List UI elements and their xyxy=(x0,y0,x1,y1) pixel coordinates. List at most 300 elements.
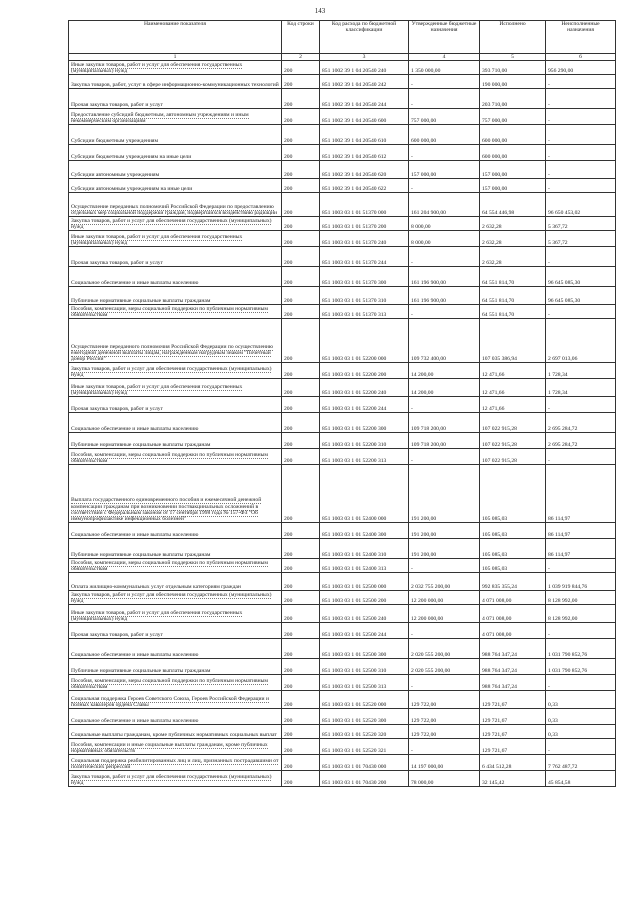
table-row xyxy=(69,267,616,287)
row-name-cell xyxy=(69,193,282,217)
row-name-cell xyxy=(69,739,282,755)
row-approved-cell: 191 200,00 xyxy=(409,539,480,559)
table-row xyxy=(69,739,616,755)
table-row xyxy=(69,379,616,397)
row-line-code-cell: 200 xyxy=(282,709,320,725)
table-row xyxy=(69,161,616,179)
row-executed-cell: 107 022 915,28 xyxy=(480,433,546,449)
row-executed-cell: 4 071 008,00 xyxy=(480,623,546,639)
row-executed-cell: 107 022 915,28 xyxy=(480,449,546,465)
row-name-cell xyxy=(69,231,282,247)
table-row xyxy=(69,305,616,319)
row-line-code-cell: 200 xyxy=(282,161,320,179)
row-unexecuted-cell: - xyxy=(546,305,616,319)
row-line-code-cell: 200 xyxy=(282,89,320,109)
row-budget-code-cell: 851 1002 39 1 04 20540 622 xyxy=(320,179,409,193)
column-header-executed: Исполнено xyxy=(480,21,546,54)
row-executed-cell: 64 551 814,70 xyxy=(480,305,546,319)
row-unexecuted-cell: - xyxy=(546,75,616,89)
row-budget-code-cell: 851 1003 03 1 01 51370 000 xyxy=(320,193,409,217)
row-line-code-cell: 200 xyxy=(282,465,320,523)
row-line-code-cell: 200 xyxy=(282,771,320,787)
row-name-cell xyxy=(69,523,282,539)
row-approved-cell: 157 000,00 xyxy=(409,161,480,179)
row-approved-cell: 1 350 000,00 xyxy=(409,61,480,75)
table-row xyxy=(69,89,616,109)
row-unexecuted-cell: - xyxy=(546,161,616,179)
row-line-code-cell: 200 xyxy=(282,75,320,89)
row-unexecuted-cell: 0,33 xyxy=(546,725,616,739)
row-name-cell xyxy=(69,725,282,739)
column-number: 6 xyxy=(546,54,616,61)
row-executed-cell: 107 022 915,28 xyxy=(480,413,546,433)
row-line-code-cell: 200 xyxy=(282,639,320,659)
row-line-code-cell: 200 xyxy=(282,193,320,217)
row-name-text: Закупка товаров, работ и услуг для обеспечения государственных (муниципальных) нужд xyxy=(71,217,272,230)
row-line-code-cell: 200 xyxy=(282,739,320,755)
row-executed-cell: 203 710,00 xyxy=(480,89,546,109)
row-approved-cell: - xyxy=(409,449,480,465)
row-budget-code-cell: 851 1003 03 1 01 52400 310 xyxy=(320,539,409,559)
row-budget-code-cell: 851 1003 03 1 01 51370 300 xyxy=(320,267,409,287)
row-approved-cell: 14 200,00 xyxy=(409,379,480,397)
row-executed-cell: 988 764 347,24 xyxy=(480,639,546,659)
row-name-cell xyxy=(69,691,282,709)
budget-execution-table xyxy=(68,20,616,787)
row-name-cell xyxy=(69,319,282,363)
row-budget-code-cell: 851 1002 39 1 04 20540 240 xyxy=(320,61,409,75)
row-budget-code-cell: 851 1003 03 1 01 52520 000 xyxy=(320,691,409,709)
row-unexecuted-cell: - xyxy=(546,449,616,465)
row-name-cell xyxy=(69,247,282,267)
table-row xyxy=(69,179,616,193)
row-name-cell xyxy=(69,659,282,675)
row-name-text: Социальная поддержка Героев Советского Союза, Героев Российской Федерации и полных кавалеров ордена Славы xyxy=(71,695,269,708)
row-name-cell xyxy=(69,639,282,659)
table-row xyxy=(69,247,616,267)
row-name-text: Социальные выплаты гражданам, кроме публичных нормативных социальных выплат xyxy=(71,732,277,738)
row-budget-code-cell: 851 1003 03 1 01 52400 000 xyxy=(320,465,409,523)
page-number: 143 xyxy=(314,7,326,15)
row-executed-cell: 64 551 814,70 xyxy=(480,267,546,287)
column-header-approved: Утвержденные бюджетные назначения xyxy=(409,21,480,54)
row-budget-code-cell: 851 1003 03 1 01 52200 000 xyxy=(320,319,409,363)
row-unexecuted-cell: - xyxy=(546,247,616,267)
row-executed-cell: 4 071 008,00 xyxy=(480,605,546,623)
row-budget-code-cell: 851 1003 03 1 01 52200 200 xyxy=(320,363,409,379)
row-unexecuted-cell: - xyxy=(546,145,616,161)
row-name-text: Социальное обеспечение и иные выплаты населению xyxy=(71,426,199,432)
row-line-code-cell: 200 xyxy=(282,539,320,559)
row-budget-code-cell: 851 1003 03 1 01 52200 313 xyxy=(320,449,409,465)
table-row xyxy=(69,675,616,691)
row-approved-cell: - xyxy=(409,179,480,193)
row-name-text: Пособия, компенсации, меры социальной поддержки по публичным нормативным обязательствам xyxy=(71,451,268,464)
row-name-text: Прочая закупка товаров, работ и услуг xyxy=(71,102,163,108)
row-name-cell xyxy=(69,449,282,465)
row-unexecuted-cell: - xyxy=(546,109,616,125)
row-approved-cell: 8 000,00 xyxy=(409,217,480,231)
row-line-code-cell: 200 xyxy=(282,433,320,449)
row-unexecuted-cell: 1 728,34 xyxy=(546,379,616,397)
row-approved-cell: 191 200,00 xyxy=(409,465,480,523)
row-name-text: Субсидии автономным учреждениям на иные цели xyxy=(71,186,193,192)
row-executed-cell: 6 434 512,28 xyxy=(480,755,546,771)
row-approved-cell: 12 200 000,00 xyxy=(409,605,480,623)
row-name-text: Прочая закупка товаров, работ и услуг xyxy=(71,632,163,638)
row-approved-cell: - xyxy=(409,247,480,267)
row-budget-code-cell: 851 1003 03 1 01 52500 300 xyxy=(320,639,409,659)
row-unexecuted-cell: 2 695 284,72 xyxy=(546,433,616,449)
row-budget-code-cell: 851 1003 03 1 01 52520 321 xyxy=(320,739,409,755)
row-budget-code-cell: 851 1003 03 1 01 52500 240 xyxy=(320,605,409,623)
table-row xyxy=(69,75,616,89)
row-approved-cell: 129 722,00 xyxy=(409,725,480,739)
row-name-text: Закупка товаров, работ и услуг для обеспечения государственных (муниципальных) нужд xyxy=(71,365,272,378)
table-row xyxy=(69,397,616,413)
row-name-cell xyxy=(69,465,282,523)
row-name-text: Осуществление переданного полномочия Российской Федерации по осуществлению ежегодной денежной выплаты лицам, награжденным нагрудным знаком "Почетный донор России" xyxy=(71,343,274,362)
row-name-text: Оплата жилищно-коммунальных услуг отдельным категориям граждан xyxy=(71,584,241,590)
row-line-code-cell: 200 xyxy=(282,559,320,573)
row-line-code-cell: 200 xyxy=(282,449,320,465)
table-row xyxy=(69,523,616,539)
row-executed-cell: 64 554 446,98 xyxy=(480,193,546,217)
row-name-cell xyxy=(69,61,282,75)
row-line-code-cell: 200 xyxy=(282,231,320,247)
row-name-cell xyxy=(69,161,282,179)
row-executed-cell: 2 632,28 xyxy=(480,247,546,267)
row-approved-cell: - xyxy=(409,305,480,319)
row-budget-code-cell: 851 1002 39 1 04 20540 612 xyxy=(320,145,409,161)
row-line-code-cell: 200 xyxy=(282,605,320,623)
table-row xyxy=(69,413,616,433)
row-executed-cell: 32 145,42 xyxy=(480,771,546,787)
row-executed-cell: 757 000,00 xyxy=(480,109,546,125)
row-budget-code-cell: 851 1003 03 1 01 52500 313 xyxy=(320,675,409,691)
row-budget-code-cell: 851 1003 03 1 01 52500 310 xyxy=(320,659,409,675)
row-executed-cell: 129 721,67 xyxy=(480,691,546,709)
table-row xyxy=(69,125,616,145)
row-budget-code-cell: 851 1002 39 1 04 20540 242 xyxy=(320,75,409,89)
column-number: 2 xyxy=(282,54,320,61)
row-approved-cell: 8 000,00 xyxy=(409,231,480,247)
table-row xyxy=(69,109,616,125)
row-approved-cell: 161 204 900,00 xyxy=(409,193,480,217)
row-approved-cell: 78 000,00 xyxy=(409,771,480,787)
row-unexecuted-cell: 1 039 919 844,76 xyxy=(546,573,616,591)
column-header-unexecuted: Неисполненные назначения xyxy=(546,21,616,54)
row-name-cell xyxy=(69,573,282,591)
row-name-cell xyxy=(69,413,282,433)
row-budget-code-cell: 851 1003 03 1 01 52520 300 xyxy=(320,709,409,725)
row-line-code-cell: 200 xyxy=(282,109,320,125)
row-name-text: Прочая закупка товаров, работ и услуг xyxy=(71,260,163,266)
table-row xyxy=(69,319,616,363)
row-unexecuted-cell: 8 128 992,00 xyxy=(546,591,616,605)
row-name-text: Закупка товаров, работ, услуг в сфере информационно-коммуникационных технологий xyxy=(71,82,279,88)
table-row xyxy=(69,449,616,465)
row-line-code-cell: 200 xyxy=(282,145,320,161)
row-executed-cell: 190 000,00 xyxy=(480,75,546,89)
row-line-code-cell: 200 xyxy=(282,287,320,305)
row-executed-cell: 129 721,67 xyxy=(480,725,546,739)
row-name-text: Закупка товаров, работ и услуг для обеспечения государственных (муниципальных) нужд xyxy=(71,773,272,786)
row-approved-cell: 2 020 555 200,00 xyxy=(409,639,480,659)
row-budget-code-cell: 851 1003 03 1 01 52200 244 xyxy=(320,397,409,413)
row-executed-cell: 4 071 008,00 xyxy=(480,591,546,605)
row-name-cell xyxy=(69,433,282,449)
row-executed-cell: 129 721,67 xyxy=(480,709,546,725)
row-name-cell xyxy=(69,709,282,725)
table-row xyxy=(69,193,616,217)
row-name-cell xyxy=(69,75,282,89)
table-row xyxy=(69,591,616,605)
row-approved-cell: - xyxy=(409,145,480,161)
row-approved-cell: - xyxy=(409,397,480,413)
row-budget-code-cell: 851 1002 39 1 04 20540 610 xyxy=(320,125,409,145)
row-budget-code-cell: 851 1003 03 1 01 52400 300 xyxy=(320,523,409,539)
row-approved-cell: 109 732 400,00 xyxy=(409,319,480,363)
row-executed-cell: 105 085,03 xyxy=(480,523,546,539)
column-number: 3 xyxy=(320,54,409,61)
row-name-text: Субсидии бюджетным учреждениям xyxy=(71,138,159,144)
row-name-text: Социальное обеспечение и иные выплаты населению xyxy=(71,532,199,538)
row-executed-cell: 992 835 355,24 xyxy=(480,573,546,591)
row-approved-cell: 14 200,00 xyxy=(409,363,480,379)
row-unexecuted-cell: - xyxy=(546,675,616,691)
row-name-text: Иные закупки товаров, работ и услуг для обеспечения государственных (муниципальных) нужд xyxy=(71,609,243,622)
row-name-cell xyxy=(69,89,282,109)
row-budget-code-cell: 851 1003 03 1 01 52520 320 xyxy=(320,725,409,739)
row-unexecuted-cell: 96 645 085,30 xyxy=(546,267,616,287)
row-executed-cell: 600 000,00 xyxy=(480,145,546,161)
row-line-code-cell: 200 xyxy=(282,573,320,591)
row-name-text: Выплата государственного единовременного пособия и ежемесячной денежной компенсации гражданам при возникновении поствакцинальных осложнений в соответствии с Федеральным законом от 17 сентября 1998 года № 157-ФЗ "Об иммунопрофилактике инфекционных болезней" xyxy=(71,497,262,522)
row-executed-cell: 600 000,00 xyxy=(480,125,546,145)
row-budget-code-cell: 851 1003 03 1 01 51370 310 xyxy=(320,287,409,305)
row-unexecuted-cell: 2 697 013,06 xyxy=(546,319,616,363)
row-budget-code-cell: 851 1003 03 1 01 52500 200 xyxy=(320,591,409,605)
row-budget-code-cell: 851 1003 03 1 01 70430 000 xyxy=(320,755,409,771)
row-executed-cell: 157 000,00 xyxy=(480,161,546,179)
row-executed-cell: 2 632,28 xyxy=(480,217,546,231)
row-unexecuted-cell: - xyxy=(546,739,616,755)
row-executed-cell: 988 764 347,24 xyxy=(480,675,546,691)
row-executed-cell: 2 632,28 xyxy=(480,231,546,247)
table-row xyxy=(69,145,616,161)
row-line-code-cell: 200 xyxy=(282,691,320,709)
row-name-text: Осуществление переданных полномочий Российской Федерации по предоставлению отдельных мер социальной поддержки граждан, подвергшихся воздействию радиации xyxy=(71,203,277,216)
row-name-text: Иные закупки товаров, работ и услуг для обеспечения государственных (муниципальных) нужд xyxy=(71,383,243,396)
row-unexecuted-cell: - xyxy=(546,89,616,109)
row-name-cell xyxy=(69,363,282,379)
row-approved-cell: 109 718 200,00 xyxy=(409,433,480,449)
row-approved-cell: - xyxy=(409,739,480,755)
row-unexecuted-cell: 86 114,97 xyxy=(546,523,616,539)
row-budget-code-cell: 851 1003 03 1 01 52200 310 xyxy=(320,433,409,449)
row-name-cell xyxy=(69,267,282,287)
column-number: 5 xyxy=(480,54,546,61)
row-budget-code-cell: 851 1003 03 1 01 52500 244 xyxy=(320,623,409,639)
column-number: 1 xyxy=(69,54,282,61)
table-row xyxy=(69,691,616,709)
row-budget-code-cell: 851 1002 39 1 04 20540 620 xyxy=(320,161,409,179)
row-approved-cell: 14 197 000,00 xyxy=(409,755,480,771)
row-executed-cell: 12 471,66 xyxy=(480,363,546,379)
row-budget-code-cell: 851 1003 03 1 01 52500 000 xyxy=(320,573,409,591)
table-row xyxy=(69,231,616,247)
row-approved-cell: - xyxy=(409,623,480,639)
row-unexecuted-cell: 8 128 992,00 xyxy=(546,605,616,623)
table-row xyxy=(69,539,616,559)
row-approved-cell: 757 000,00 xyxy=(409,109,480,125)
row-name-text: Пособия, компенсации, меры социальной поддержки по публичным нормативным обязательствам xyxy=(71,305,268,318)
row-approved-cell: 600 000,00 xyxy=(409,125,480,145)
row-executed-cell: 393 710,00 xyxy=(480,61,546,75)
row-executed-cell: 12 471,66 xyxy=(480,397,546,413)
row-executed-cell: 64 551 814,70 xyxy=(480,287,546,305)
row-unexecuted-cell: 0,33 xyxy=(546,691,616,709)
table-row xyxy=(69,639,616,659)
row-name-text: Предоставление субсидий бюджетным, автономным учреждениям и иным некоммерческим организациям xyxy=(71,111,249,124)
row-name-cell xyxy=(69,397,282,413)
row-unexecuted-cell: 5 367,72 xyxy=(546,231,616,247)
row-name-text: Иные закупки товаров, работ и услуг для обеспечения государственных (муниципальных) нужд xyxy=(71,233,243,246)
row-line-code-cell: 200 xyxy=(282,397,320,413)
row-name-cell xyxy=(69,109,282,125)
row-name-text: Публичные нормативные социальные выплаты гражданам xyxy=(71,668,211,674)
table-row xyxy=(69,659,616,675)
row-line-code-cell: 200 xyxy=(282,247,320,267)
row-unexecuted-cell: 5 367,72 xyxy=(546,217,616,231)
row-name-cell xyxy=(69,217,282,231)
column-header-line-code: Код строки xyxy=(282,21,320,54)
row-executed-cell: 12 471,66 xyxy=(480,379,546,397)
row-unexecuted-cell: 1 031 790 852,76 xyxy=(546,639,616,659)
row-name-text: Публичные нормативные социальные выплаты гражданам xyxy=(71,552,211,558)
row-unexecuted-cell: - xyxy=(546,623,616,639)
column-number-row xyxy=(69,54,616,61)
row-name-cell xyxy=(69,287,282,305)
row-name-text: Пособия, компенсации, меры социальной поддержки по публичным нормативным обязательствам xyxy=(71,559,268,572)
row-line-code-cell: 200 xyxy=(282,725,320,739)
row-budget-code-cell: 851 1003 03 1 01 51370 313 xyxy=(320,305,409,319)
row-line-code-cell: 200 xyxy=(282,591,320,605)
row-unexecuted-cell: 96 650 453,02 xyxy=(546,193,616,217)
row-name-cell xyxy=(69,539,282,559)
row-name-text: Социальное обеспечение и иные выплаты населению xyxy=(71,280,199,286)
row-approved-cell: 2 020 555 200,00 xyxy=(409,659,480,675)
table-row xyxy=(69,465,616,523)
row-unexecuted-cell: 1 031 790 852,76 xyxy=(546,659,616,675)
row-executed-cell: 988 764 347,24 xyxy=(480,659,546,675)
row-line-code-cell: 200 xyxy=(282,319,320,363)
row-name-text: Прочая закупка товаров, работ и услуг xyxy=(71,406,163,412)
row-line-code-cell: 200 xyxy=(282,267,320,287)
row-name-text: Иные закупки товаров, работ и услуг для обеспечения государственных (муниципальных) нужд xyxy=(71,61,243,74)
row-name-text: Субсидии автономным учреждениям xyxy=(71,172,160,178)
table-row xyxy=(69,755,616,771)
row-name-text: Публичные нормативные социальные выплаты гражданам xyxy=(71,442,211,448)
row-name-text: Субсидии бюджетным учреждениям на иные цели xyxy=(71,154,192,160)
row-line-code-cell: 200 xyxy=(282,379,320,397)
row-line-code-cell: 200 xyxy=(282,675,320,691)
row-approved-cell: 161 196 900,00 xyxy=(409,287,480,305)
row-name-cell xyxy=(69,179,282,193)
row-approved-cell: 161 196 900,00 xyxy=(409,267,480,287)
row-name-cell xyxy=(69,559,282,573)
table-row xyxy=(69,559,616,573)
row-budget-code-cell: 851 1003 03 1 01 52200 240 xyxy=(320,379,409,397)
row-budget-code-cell: 851 1003 03 1 01 52400 313 xyxy=(320,559,409,573)
row-unexecuted-cell: 2 695 284,72 xyxy=(546,413,616,433)
row-name-cell xyxy=(69,675,282,691)
row-executed-cell: 105 085,03 xyxy=(480,559,546,573)
row-unexecuted-cell: 7 762 487,72 xyxy=(546,755,616,771)
row-budget-code-cell: 851 1003 03 1 01 51370 200 xyxy=(320,217,409,231)
row-approved-cell: - xyxy=(409,559,480,573)
row-unexecuted-cell: 96 645 085,30 xyxy=(546,287,616,305)
row-name-cell xyxy=(69,755,282,771)
table-header-row xyxy=(69,21,616,54)
row-approved-cell: 109 718 200,00 xyxy=(409,413,480,433)
row-approved-cell: 191 200,00 xyxy=(409,523,480,539)
table-row xyxy=(69,573,616,591)
table-row xyxy=(69,605,616,623)
row-name-cell xyxy=(69,605,282,623)
row-approved-cell: - xyxy=(409,675,480,691)
table-row xyxy=(69,433,616,449)
row-name-text: Пособия, компенсации и иные социальные выплаты гражданам, кроме публичных нормативных обязательств xyxy=(71,741,268,754)
row-executed-cell: 107 035 386,94 xyxy=(480,319,546,363)
row-unexecuted-cell: - xyxy=(546,397,616,413)
row-name-cell xyxy=(69,591,282,605)
row-unexecuted-cell: 1 728,34 xyxy=(546,363,616,379)
row-line-code-cell: 200 xyxy=(282,523,320,539)
row-budget-code-cell: 851 1002 39 1 04 20540 600 xyxy=(320,109,409,125)
row-line-code-cell: 200 xyxy=(282,363,320,379)
table-row xyxy=(69,287,616,305)
row-executed-cell: 157 000,00 xyxy=(480,179,546,193)
table-row xyxy=(69,217,616,231)
row-name-text: Публичные нормативные социальные выплаты гражданам xyxy=(71,298,211,304)
row-line-code-cell: 200 xyxy=(282,623,320,639)
row-unexecuted-cell: - xyxy=(546,125,616,145)
row-budget-code-cell: 851 1003 03 1 01 70430 200 xyxy=(320,771,409,787)
table-row xyxy=(69,623,616,639)
row-line-code-cell: 200 xyxy=(282,305,320,319)
row-line-code-cell: 200 xyxy=(282,217,320,231)
row-name-text: Социальная поддержка реабилитированных лиц и лиц, признанных пострадавшими от политических репрессий xyxy=(71,757,279,770)
row-approved-cell: - xyxy=(409,75,480,89)
row-name-cell xyxy=(69,379,282,397)
row-name-cell xyxy=(69,771,282,787)
table-row xyxy=(69,61,616,75)
row-budget-code-cell: 851 1003 03 1 01 51370 244 xyxy=(320,247,409,267)
row-unexecuted-cell: 45 854,58 xyxy=(546,771,616,787)
row-line-code-cell: 200 xyxy=(282,755,320,771)
row-line-code-cell: 200 xyxy=(282,179,320,193)
row-line-code-cell: 200 xyxy=(282,659,320,675)
row-unexecuted-cell: 86 114,97 xyxy=(546,465,616,523)
table-row xyxy=(69,363,616,379)
row-line-code-cell: 200 xyxy=(282,413,320,433)
row-approved-cell: 129 722,00 xyxy=(409,691,480,709)
row-executed-cell: 105 085,03 xyxy=(480,539,546,559)
row-name-text: Социальное обеспечение и иные выплаты населению xyxy=(71,652,199,658)
row-unexecuted-cell: 0,33 xyxy=(546,709,616,725)
